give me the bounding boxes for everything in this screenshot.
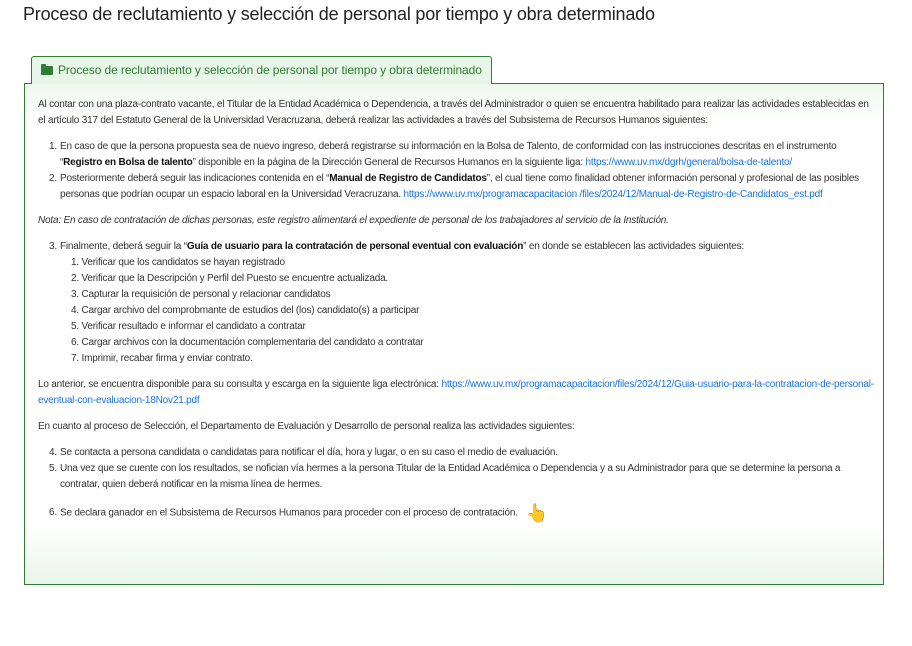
- list-item: 2. Posteriormente deberá seguir las indicaciones contenida en el “Manual de Registro de Candidatos”, el cual tiene como finalidad obtener información personal y profesional de las posibles personas que podrían ocupar un espacio laboral en la Universidad Veracruzana. https://www.uv.mx/programacapacitacion /files/2024/12/Manual-de-Registro-de-Candidatos_est.pdf: [49, 173, 859, 200]
- step-item: 2. Verificar que la Descripción y Perfil del Puesto se encuentre actualizada.: [71, 273, 389, 284]
- intro-text: Al contar con una plaza-contrato vacante, el Titular de la Entidad Académica o Dependencia, a través del Administrador o quien se encuentra habilitado para realizar las actividades establecidas en el artículo 317 del Estatuto General de la Universidad Veracruzana, deberá realizar las actividades a través del Subsistema de Recursos Humanos siguientes:: [38, 99, 869, 126]
- list-item: 4. Se contacta a persona candidata o candidatas para notificar el día, hora y lugar, o en su caso el medio de evaluación.: [49, 447, 558, 458]
- step-item: 7. Imprimir, recabar firma y enviar contrato.: [71, 353, 253, 364]
- guia-usuario-link[interactable]: https://www.uv.mx/programacapacitacion/files/2024/12/Guia-usuario-para-la-contratacion-de-personal-eventual-con-evaluacion-18Nov21.pdf: [38, 379, 874, 406]
- step-item: 6. Cargar archivos con la documentación complementaria del candidato a contratar: [71, 337, 424, 348]
- tab-label: Proceso de reclutamiento y selección de personal por tiempo y obra determinado: [58, 63, 482, 77]
- availability-text: Lo anterior, se encuentra disponible para su consulta y escarga en la siguiente liga electrónica: https://www.uv.mx/programacapacitacion/files/2024/12/Guia-usuario-para-la-contratacion-de-personal-eventual-con-evaluacion-18Nov21.pdf: [38, 379, 874, 406]
- tab-panel: [24, 83, 884, 585]
- hand-pointer-icon: 👆: [525, 503, 549, 523]
- list-item: 3. Finalmente, deberá seguir la “Guía de usuario para la contratación de personal eventual con evaluación” en donde se establecen las actividades siguientes:: [49, 241, 744, 252]
- page-title: Proceso de reclutamiento y selección de personal por tiempo y obra determinado: [23, 4, 655, 24]
- step-item: 4. Cargar archivo del comprobmante de estudios del (los) candidato(s) a participar: [71, 305, 420, 316]
- step-item: 1. Verificar que los candidatos se hayan registrado: [71, 257, 285, 268]
- folder-icon: [41, 66, 53, 75]
- list-item: 6. Se declara ganador en el Subsistema de Recursos Humanos para proceder con el proceso de contratación. 👆: [49, 503, 549, 523]
- list-item: 5. Una vez que se cuente con los resultados, se nofician vía hermes a la persona Titular de la Entidad Académica o Dependencia y a su Administrador para que se determine la persona a contratar, quien deberá notificar en la misma línea de hermes.: [49, 463, 841, 490]
- note-text: Nota: En caso de contratación de dichas personas, este registro alimentará el expediente de personal de los trabajadores al servicio de la Institución.: [38, 215, 669, 226]
- steps-list: [38, 255, 878, 367]
- selection-intro: En cuanto al proceso de Selección, el Departamento de Evaluación y Desarrollo de personal realiza las actividades siguientes:: [38, 421, 575, 432]
- tab-reclutamiento[interactable]: [31, 56, 492, 84]
- manual-registro-link[interactable]: https://www.uv.mx/programacapacitacion /files/2024/12/Manual-de-Registro-de-Candidatos_est.pdf: [403, 189, 823, 200]
- list-item: 1. En caso de que la persona propuesta sea de nuevo ingreso, deberá registrarse su información en la Bolsa de Talento, de conformidad con las instrucciones descritas en el instrumento “Registro en Bolsa de talento” disponible en la página de la Dirección General de Recursos Humanos en la siguiente liga: https://www.uv.mx/dgrh/general/bolsa-de-talento/: [49, 141, 837, 168]
- step-item: 3. Capturar la requisición de personal y relacionar candidatos: [71, 289, 331, 300]
- step-item: 5. Verificar resultado e informar el candidato a contratar: [71, 321, 306, 332]
- bolsa-talento-link[interactable]: https://www.uv.mx/dgrh/general/bolsa-de-talento/: [585, 157, 792, 168]
